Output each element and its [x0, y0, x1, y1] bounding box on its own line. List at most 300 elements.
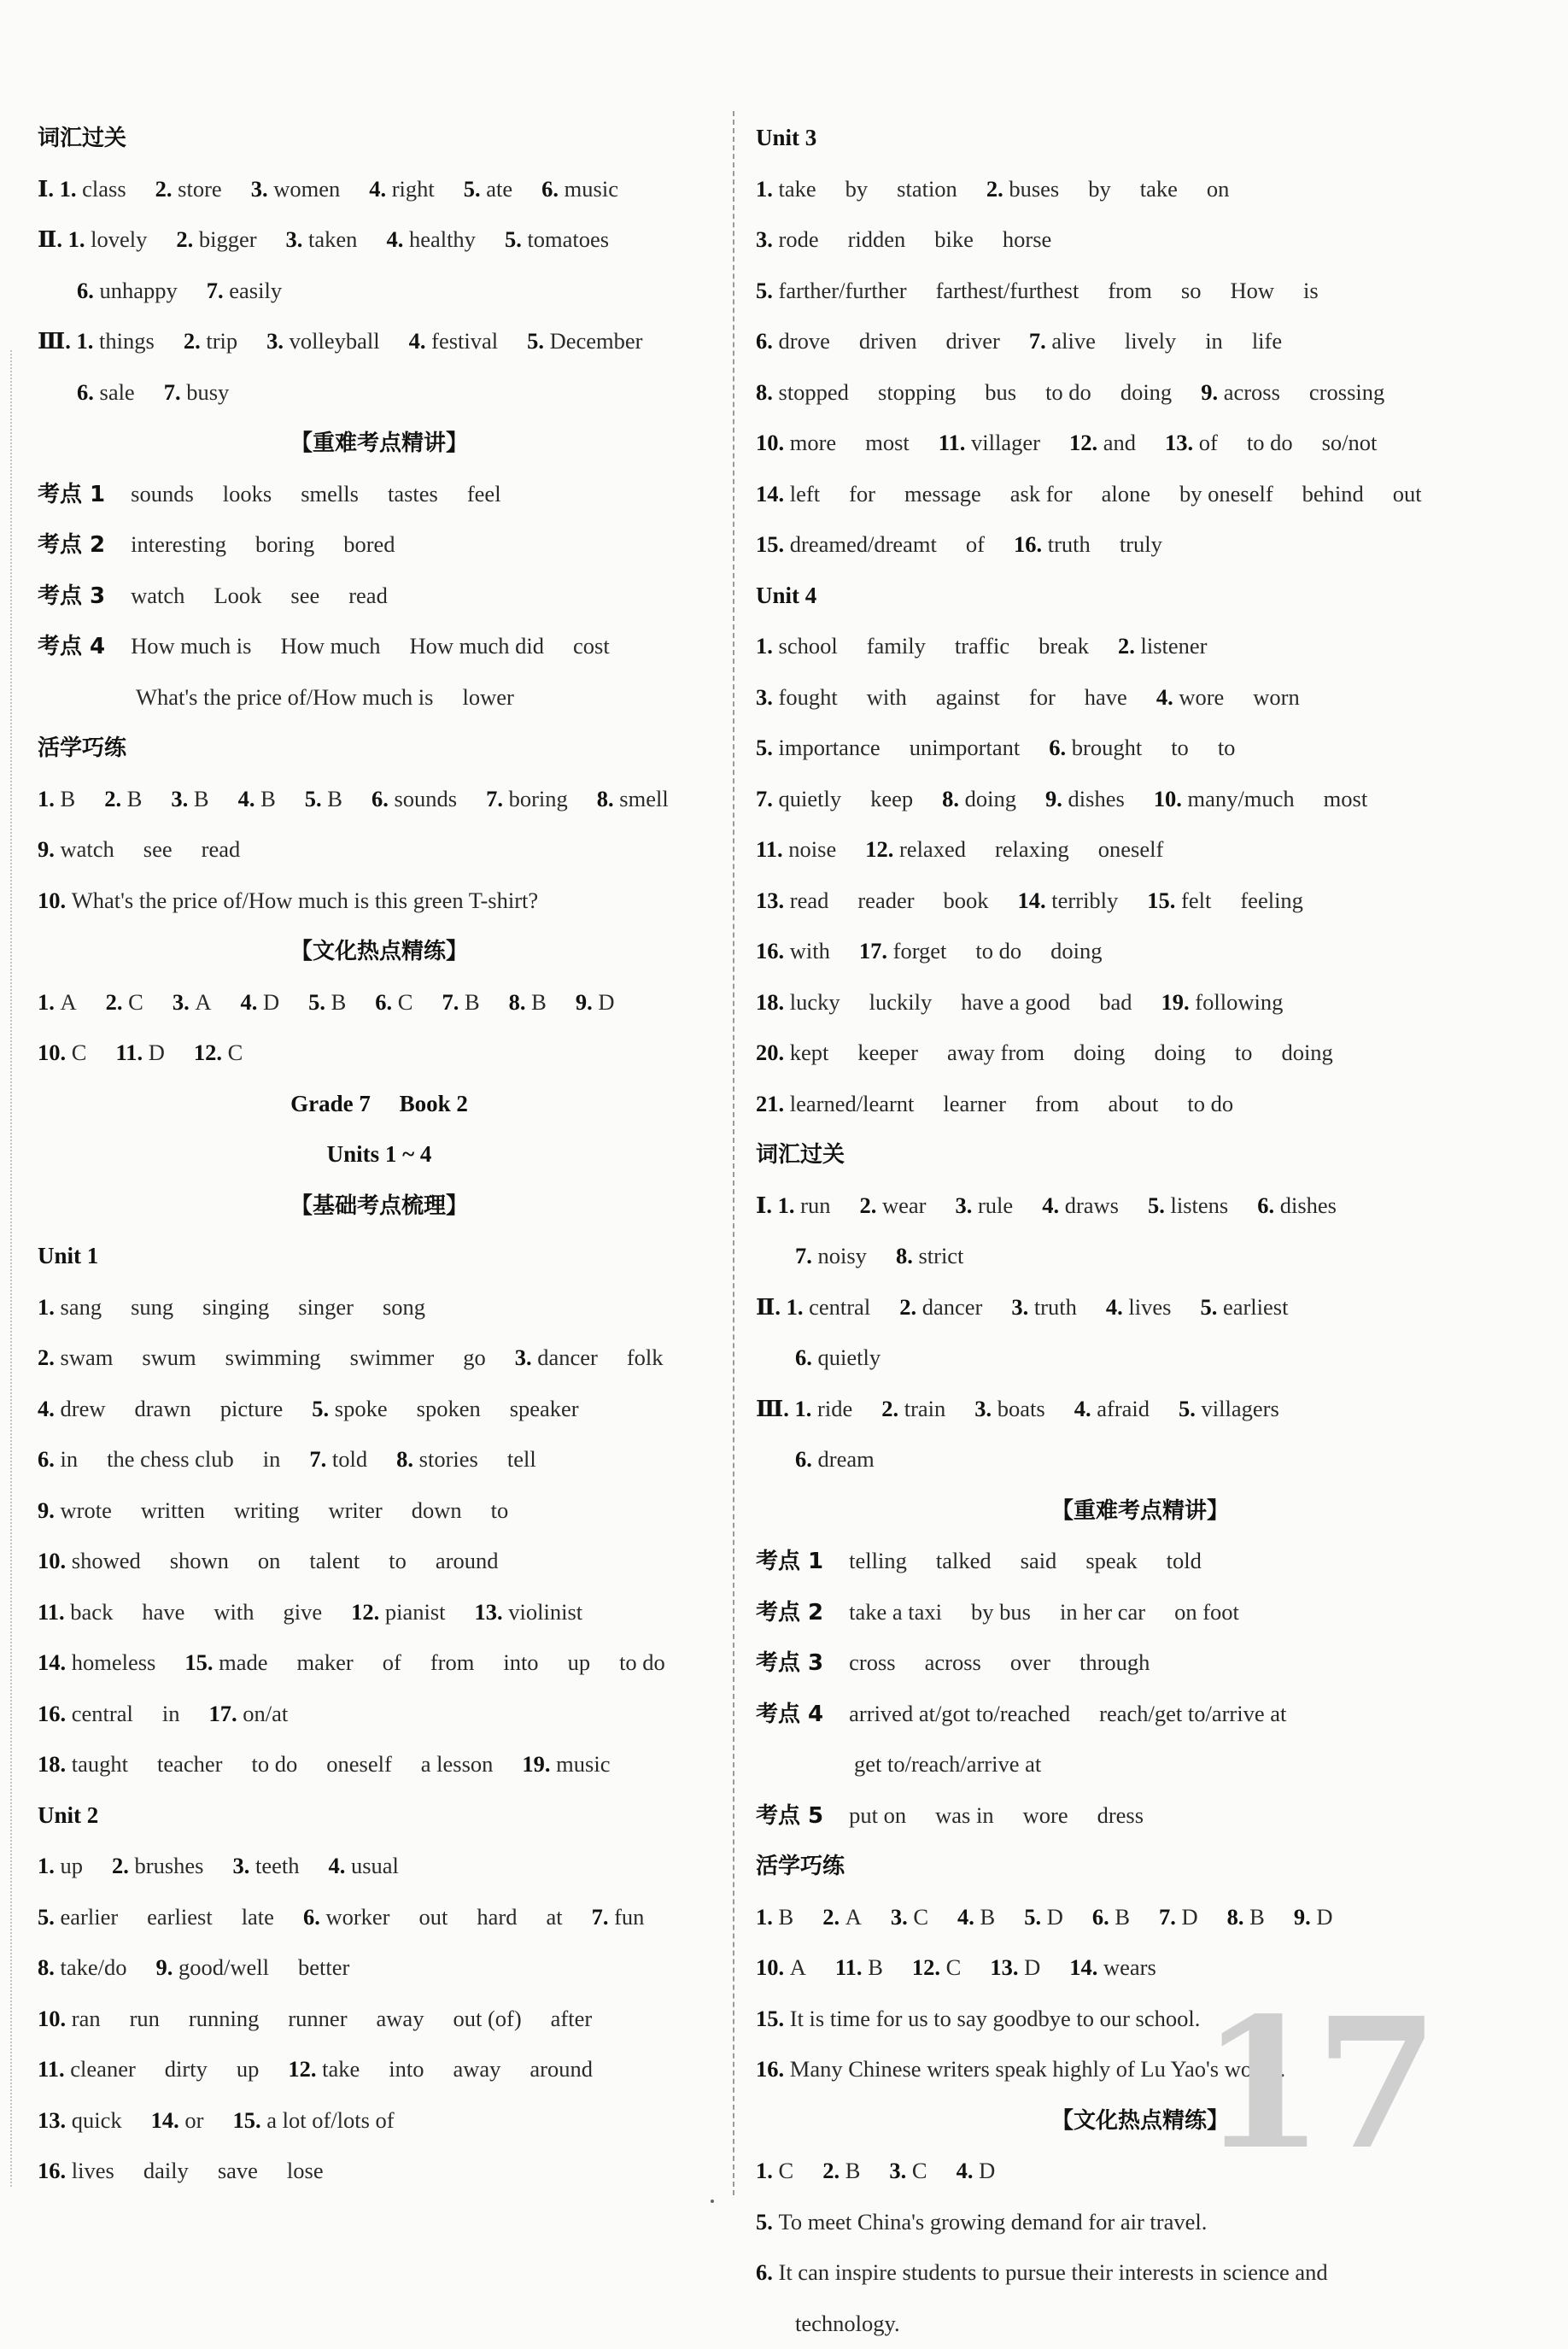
- answer-line: [756, 977, 1524, 1028]
- item-answer: looks: [223, 481, 272, 507]
- section-heading-text: 词汇过关: [756, 1142, 845, 1168]
- answer-item: [995, 836, 1069, 862]
- answer-item: [848, 226, 906, 252]
- kaodian-label: 考点 2: [756, 1600, 823, 1626]
- answer-item: [509, 989, 547, 1015]
- answer-item: [849, 1802, 906, 1828]
- answer-line: [38, 876, 721, 927]
- answer-line: [38, 1689, 721, 1740]
- answer-item: [136, 684, 433, 710]
- answer-item: [1118, 633, 1208, 659]
- item-answer: to do: [619, 1649, 665, 1675]
- item-answer: stopped: [779, 379, 849, 405]
- item-answer: take a taxi: [849, 1599, 942, 1625]
- answer-item: [283, 1599, 322, 1625]
- item-answer: speak: [1085, 1548, 1137, 1573]
- answer-item: [328, 1497, 382, 1523]
- answer-item: [1074, 1040, 1125, 1065]
- answer-item: [255, 531, 314, 557]
- section-banner: [38, 1180, 721, 1232]
- section-heading: [756, 1129, 1524, 1180]
- item-answer: rule: [978, 1192, 1013, 1218]
- item-answer: sang: [61, 1294, 102, 1320]
- answer-item: [1014, 531, 1091, 557]
- answer-line: [756, 316, 1524, 367]
- answer-line: [38, 1587, 721, 1638]
- item-answer: dishes: [1068, 786, 1125, 811]
- item-answer: against: [936, 684, 1000, 710]
- answer-item: [1154, 1040, 1205, 1065]
- item-answer: left: [790, 481, 820, 507]
- item-number: 15.: [232, 2107, 266, 2133]
- left-margin-rule: [10, 350, 12, 2187]
- item-answer: B: [327, 786, 342, 811]
- item-number: 6.: [541, 176, 565, 202]
- item-answer: or: [184, 2107, 203, 2133]
- item-answer: picture: [220, 1396, 284, 1421]
- item-answer: lovely: [91, 226, 147, 252]
- answer-item: [1003, 226, 1051, 252]
- item-answer: learned/learnt: [790, 1091, 915, 1116]
- answer-item: [1050, 938, 1102, 964]
- answer-item: [503, 1649, 538, 1675]
- unit-heading: [38, 1231, 721, 1282]
- answer-line: [38, 1739, 721, 1790]
- item-answer: rode: [779, 226, 819, 252]
- answer-item: [141, 1497, 205, 1523]
- item-number: 5.: [527, 328, 550, 354]
- item-number: 11.: [115, 1040, 148, 1065]
- answer-item: [1309, 379, 1384, 405]
- item-answer: dream: [818, 1446, 875, 1472]
- answer-item: [1393, 481, 1422, 507]
- answer-item: [576, 989, 615, 1015]
- item-number: 2.: [106, 989, 129, 1015]
- item-answer: song: [383, 1294, 425, 1320]
- answer-item: [1039, 633, 1089, 659]
- item-answer: talked: [936, 1548, 992, 1573]
- item-answer: run: [130, 2006, 160, 2031]
- answer-item: [756, 2259, 1328, 2285]
- item-answer: D: [1047, 1904, 1063, 1930]
- item-number: 21.: [756, 1091, 790, 1116]
- answer-item: [1109, 1091, 1159, 1116]
- item-answer: driver: [946, 328, 1000, 354]
- answer-item: [955, 1192, 1013, 1218]
- item-answer: trip: [206, 328, 237, 354]
- answer-item: [38, 786, 75, 811]
- item-answer: boring: [509, 786, 568, 811]
- item-number: 3.: [955, 1192, 978, 1218]
- item-number: 1.: [38, 989, 61, 1015]
- answer-item: [756, 2209, 1207, 2235]
- item-number: 13.: [990, 1954, 1024, 1980]
- item-answer: telling: [849, 1548, 907, 1573]
- item-number: 1.: [756, 1904, 779, 1930]
- answer-item: [756, 176, 816, 202]
- item-number: Ⅲ. 1.: [756, 1396, 817, 1421]
- item-number: 16.: [756, 938, 790, 964]
- answer-item: [795, 1243, 867, 1268]
- item-answer: bad: [1099, 989, 1132, 1015]
- answer-line: [756, 2197, 1524, 2248]
- item-answer: is: [1303, 278, 1319, 303]
- item-number: 5.: [505, 226, 528, 252]
- item-answer: B: [465, 989, 480, 1015]
- answer-item: [377, 2006, 424, 2031]
- item-answer: feeling: [1240, 887, 1303, 913]
- answer-item: [1042, 1192, 1119, 1218]
- item-answer: interesting: [131, 531, 226, 557]
- item-answer: reach/get to/arrive at: [1099, 1701, 1286, 1726]
- answer-item: [522, 1751, 610, 1777]
- answer-item: [164, 379, 230, 405]
- item-answer: farthest/furthest: [936, 278, 1079, 303]
- answer-item: [286, 226, 358, 252]
- item-number: 14.: [1018, 887, 1052, 913]
- item-answer: doing: [1281, 1040, 1332, 1065]
- answer-item: [1303, 278, 1319, 303]
- item-number: 2.: [822, 2158, 845, 2183]
- item-number: 6.: [795, 1446, 818, 1472]
- item-answer: villagers: [1202, 1396, 1279, 1421]
- item-number: 3.: [232, 1853, 255, 1878]
- answer-item: [1154, 786, 1295, 811]
- item-answer: B: [868, 1954, 883, 1980]
- answer-item: [1148, 1192, 1228, 1218]
- item-answer: dishes: [1280, 1192, 1337, 1218]
- item-number: 16.: [1014, 531, 1048, 557]
- item-answer: store: [178, 176, 222, 202]
- item-answer: about: [1109, 1091, 1159, 1116]
- item-number: 8.: [509, 989, 532, 1015]
- answer-item: [1024, 1904, 1063, 1930]
- item-answer: most: [865, 430, 910, 455]
- answer-item: [822, 2158, 860, 2183]
- answer-item: [38, 2158, 114, 2183]
- item-number: 5.: [1179, 1396, 1202, 1421]
- item-answer: central: [809, 1294, 870, 1320]
- answer-item: [38, 1904, 118, 1930]
- item-answer: daily: [143, 2158, 189, 2183]
- answer-line: [38, 2095, 721, 2147]
- item-number: 8.: [1227, 1904, 1250, 1930]
- item-answer: dancer: [537, 1344, 598, 1370]
- kaodian-label: 考点 1: [756, 1549, 823, 1574]
- item-answer: from: [430, 1649, 475, 1675]
- item-answer: have: [1085, 684, 1127, 710]
- answer-item: [1106, 1294, 1172, 1320]
- item-number: Ⅱ. 1.: [38, 226, 91, 252]
- page-number: 17: [1200, 1995, 1429, 2174]
- answer-item: [1302, 481, 1364, 507]
- answer-line: [38, 2044, 721, 2095]
- item-answer: maker: [297, 1649, 354, 1675]
- item-number: 1.: [38, 1294, 61, 1320]
- item-answer: have: [142, 1599, 184, 1625]
- item-number: 2.: [899, 1294, 922, 1320]
- kaodian-label: 考点 4: [38, 634, 105, 659]
- item-answer: quick: [72, 2107, 122, 2133]
- answer-item: [225, 1344, 321, 1370]
- answer-line: [756, 418, 1524, 469]
- item-answer: a lot of/lots of: [266, 2107, 394, 2133]
- item-answer: keep: [870, 786, 913, 811]
- item-answer: homeless: [72, 1649, 156, 1675]
- item-answer: B: [1249, 1904, 1265, 1930]
- answer-item: [298, 1954, 349, 1980]
- item-number: 7.: [309, 1446, 332, 1472]
- item-number: 14.: [756, 481, 790, 507]
- item-answer: showed: [72, 1548, 141, 1573]
- answer-line: [38, 1637, 721, 1689]
- left-column: [38, 113, 721, 2197]
- item-answer: the chess club: [107, 1446, 234, 1472]
- answer-item: [1097, 1802, 1144, 1828]
- item-answer: cleaner: [70, 2056, 136, 2082]
- item-number: 2.: [176, 226, 199, 252]
- answer-item: [975, 938, 1021, 964]
- answer-item: [38, 1649, 155, 1675]
- answer-item: [904, 481, 981, 507]
- answer-item: [38, 1396, 105, 1421]
- answer-item: [162, 1701, 180, 1726]
- answer-line: [756, 519, 1524, 571]
- answer-item: [112, 1853, 203, 1878]
- item-answer: lucky: [790, 989, 840, 1015]
- item-answer: swum: [142, 1344, 196, 1370]
- item-answer: so: [1181, 278, 1202, 303]
- answer-item: [1085, 684, 1127, 710]
- answer-item: [849, 1649, 895, 1675]
- answer-item: [298, 1294, 354, 1320]
- answer-item: [38, 1040, 86, 1065]
- item-answer: boring: [255, 531, 314, 557]
- item-answer: truly: [1120, 531, 1162, 557]
- item-number: 13.: [756, 887, 790, 913]
- item-answer: in her car: [1060, 1599, 1145, 1625]
- answer-item: [301, 481, 359, 507]
- answer-item: [1200, 1294, 1288, 1320]
- answer-item: [756, 430, 836, 455]
- answer-item: [1140, 176, 1178, 202]
- item-answer: easily: [229, 278, 282, 303]
- answer-item: [1120, 379, 1172, 405]
- item-answer: save: [218, 2158, 258, 2183]
- item-answer: to do: [252, 1751, 298, 1777]
- answer-item: [1125, 328, 1176, 354]
- item-answer: in: [1205, 328, 1223, 354]
- answer-item: [1045, 379, 1091, 405]
- item-answer: into: [389, 2056, 424, 2082]
- answer-item: [986, 176, 1059, 202]
- kaodian-label: 考点 4: [756, 1702, 823, 1727]
- answer-line: [38, 519, 721, 571]
- answer-item: [849, 481, 875, 507]
- answer-item: [1235, 1040, 1253, 1065]
- item-number: 3.: [756, 684, 779, 710]
- answer-item: [870, 786, 913, 811]
- item-answer: C: [912, 2158, 927, 2183]
- answer-item: [131, 531, 226, 557]
- item-answer: D: [263, 989, 279, 1015]
- answer-item: [130, 2006, 160, 2031]
- item-answer: volleyball: [290, 328, 380, 354]
- item-number: 16.: [38, 1701, 72, 1726]
- item-number: 10.: [38, 1548, 72, 1573]
- answer-item: [303, 1904, 390, 1930]
- answer-item: [38, 1548, 141, 1573]
- item-answer: read: [790, 887, 829, 913]
- answer-item: [1092, 1904, 1130, 1930]
- answer-item: [551, 2006, 593, 2031]
- item-number: 4.: [386, 226, 409, 252]
- answer-item: [1201, 379, 1280, 405]
- item-number: 10.: [38, 887, 72, 913]
- answer-line: [756, 214, 1524, 266]
- item-answer: life: [1252, 328, 1282, 354]
- answer-item: [131, 583, 184, 608]
- unit-heading: [38, 1790, 721, 1842]
- answer-item: [756, 887, 828, 913]
- item-number: 2.: [104, 786, 127, 811]
- item-number: 5.: [756, 2209, 779, 2235]
- item-answer: good/well: [178, 1954, 269, 1980]
- item-number: 8.: [756, 379, 779, 405]
- answer-item: [936, 278, 1079, 303]
- answer-item: [194, 1040, 243, 1065]
- answer-item: [240, 989, 279, 1015]
- item-answer: message: [904, 481, 981, 507]
- answer-item: [1324, 786, 1368, 811]
- answer-item: [232, 2107, 394, 2133]
- answer-line: [38, 824, 721, 876]
- item-answer: traffic: [955, 633, 1009, 659]
- answer-item: [170, 1548, 229, 1573]
- answer-item: [436, 1548, 499, 1573]
- item-answer: luckily: [869, 989, 933, 1015]
- item-number: 15.: [184, 1649, 219, 1675]
- answer-item: [619, 1649, 665, 1675]
- item-answer: Look: [214, 583, 261, 608]
- answer-item: [389, 1548, 407, 1573]
- answer-item: [943, 1091, 1006, 1116]
- item-number: 2.: [1118, 633, 1141, 659]
- item-answer: swimmer: [350, 1344, 435, 1370]
- answer-item: [208, 1701, 288, 1726]
- answer-item: [77, 278, 178, 303]
- item-answer: ride: [817, 1396, 852, 1421]
- item-answer: noisy: [818, 1243, 867, 1268]
- answer-line: [38, 774, 721, 825]
- answer-item: [232, 1853, 299, 1878]
- item-answer: kept: [790, 1040, 829, 1065]
- item-answer: C: [128, 989, 143, 1015]
- item-answer: up: [61, 1853, 84, 1878]
- section-heading-text: 活学巧练: [756, 1854, 845, 1879]
- answer-item: [857, 1040, 918, 1065]
- item-answer: for: [849, 481, 875, 507]
- answer-item: [756, 1294, 870, 1320]
- answer-item: [288, 2056, 360, 2082]
- answer-item: [756, 1192, 830, 1218]
- item-answer: take/do: [61, 1954, 127, 1980]
- answer-item: [1099, 1701, 1286, 1726]
- answer-item: [207, 278, 282, 303]
- answer-item: [38, 1954, 127, 1980]
- item-number: 18.: [756, 989, 790, 1015]
- item-answer: alone: [1102, 481, 1150, 507]
- answer-line: [756, 876, 1524, 927]
- answer-item: [1029, 328, 1096, 354]
- item-answer: of: [383, 1649, 401, 1675]
- answer-item: [795, 1344, 881, 1370]
- answer-item: [351, 1599, 445, 1625]
- answer-item: [409, 328, 499, 354]
- answer-item: [507, 1446, 536, 1472]
- item-number: 16.: [756, 2056, 790, 2082]
- answer-item: [546, 1904, 562, 1930]
- item-number: 11.: [835, 1954, 868, 1980]
- answer-item: [966, 531, 985, 557]
- item-answer: made: [219, 1649, 267, 1675]
- item-answer: things: [99, 328, 155, 354]
- item-number: 9.: [1294, 1904, 1317, 1930]
- item-answer: How much did: [410, 633, 545, 659]
- item-number: 7.: [486, 786, 509, 811]
- answer-line: [756, 164, 1524, 215]
- answer-item: [348, 583, 388, 608]
- item-answer: smell: [619, 786, 668, 811]
- answer-item: [309, 1446, 367, 1472]
- unit-heading: [756, 571, 1524, 622]
- answer-line: [38, 1333, 721, 1384]
- item-number: 10.: [756, 1954, 790, 1980]
- item-number: 14.: [151, 2107, 185, 2133]
- answer-item: [238, 786, 276, 811]
- answer-item: [756, 836, 836, 862]
- item-answer: ran: [72, 2006, 101, 2031]
- answer-item: [223, 481, 272, 507]
- item-answer: A: [195, 989, 211, 1015]
- section-heading: [38, 723, 721, 774]
- item-answer: wrote: [61, 1497, 112, 1523]
- item-answer: to: [491, 1497, 509, 1523]
- answer-line: [756, 824, 1524, 876]
- answer-item: [1099, 989, 1132, 1015]
- item-answer: away from: [947, 1040, 1044, 1065]
- item-number: 4.: [1042, 1192, 1065, 1218]
- item-number: 5.: [38, 1904, 61, 1930]
- answer-item: [38, 2056, 136, 2082]
- item-answer: quietly: [779, 786, 842, 811]
- answer-line: [38, 1434, 721, 1485]
- answer-item: [287, 2158, 324, 2183]
- item-answer: across: [925, 1649, 981, 1675]
- item-answer: usual: [351, 1853, 399, 1878]
- item-answer: To meet China's growing demand for air travel.: [779, 2209, 1208, 2235]
- item-answer: lower: [462, 684, 513, 710]
- item-answer: following: [1195, 989, 1283, 1015]
- item-answer: family: [867, 633, 926, 659]
- answer-item: [835, 1954, 883, 1980]
- answer-item: [38, 1446, 78, 1472]
- item-answer: in: [263, 1446, 281, 1472]
- answer-item: [867, 684, 907, 710]
- answer-item: [845, 176, 869, 202]
- answer-line: [756, 266, 1524, 317]
- answer-item: [971, 1599, 1031, 1625]
